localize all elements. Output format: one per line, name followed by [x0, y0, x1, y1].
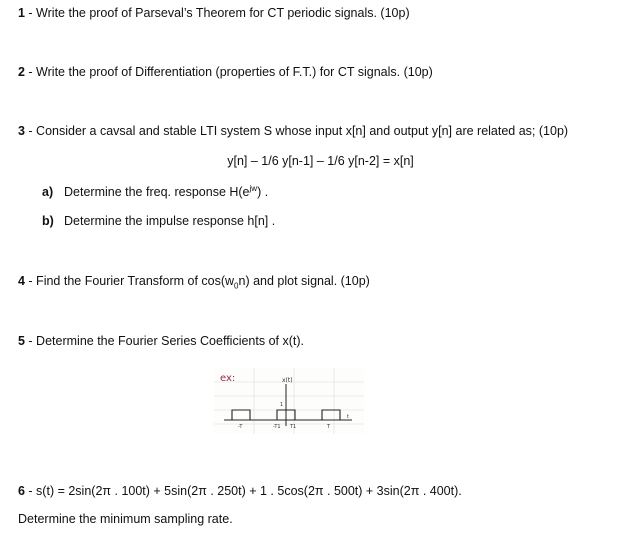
square-wave-figure: [214, 368, 364, 434]
question-3b-text: Determine the impulse response h[n] .: [64, 214, 276, 228]
question-2: [18, 65, 433, 79]
question-3-number: 3: [18, 124, 25, 138]
question-1-text: - Write the proof of Parseval’s Theorem for CT periodic signals. (10p): [24, 6, 410, 20]
signal-label: x(t): [282, 377, 293, 384]
question-5-text: - Determine the Fourier Series Coefficients of x(t).: [24, 334, 304, 348]
question-3a-label: a): [42, 185, 54, 200]
question-2-number: 2: [18, 65, 25, 79]
question-3b-label: b): [42, 214, 54, 228]
question-4-text: - Find the Fourier Transform of $\cos(w_0n)$ and plot signal. (10p): [24, 274, 370, 291]
tick-label-neg-T: -T: [238, 424, 243, 430]
question-5-number: 5: [18, 334, 25, 348]
question-3b: [42, 214, 275, 228]
question-4-number: 4: [18, 274, 25, 288]
question-6-number: 6: [18, 484, 25, 498]
t-axis-label: t: [347, 414, 349, 420]
ex-label: ex:: [220, 373, 236, 384]
tick-label-T: T: [327, 424, 331, 430]
question-6-continued: Determine the minimum sampling rate.: [18, 512, 233, 526]
amplitude-label: 1: [280, 402, 284, 408]
tick-label-T1: T1: [290, 424, 297, 430]
question-5: [18, 334, 304, 348]
question-6-text: - s(t) = 2sin(2π . 100t) + 5sin(2π . 250t) + 1 . 5cos(2π . 500t) + 3sin(2π . 400t).: [24, 484, 462, 498]
question-3a-text: Determine the freq. response $H(e^{jw})$ .: [64, 184, 269, 200]
question-3: [18, 124, 568, 138]
question-3a: [42, 184, 268, 199]
question-1-number: 1: [18, 6, 25, 20]
tick-label-neg-T1: -T1: [273, 424, 281, 430]
question-2-text: - Write the proof of Differentiation (properties of F.T.) for CT signals. (10p): [24, 65, 433, 79]
question-4: [18, 274, 370, 291]
question-3-text: - Consider a cavsal and stable LTI system S whose input x[n] and output y[n] are related as; (10p): [24, 124, 569, 138]
question-6: [18, 484, 462, 498]
question-1: [18, 6, 410, 20]
question-3-equation: y[n] – 1/6 y[n-1] – 1/6 y[n-2] = x[n]: [227, 154, 414, 168]
